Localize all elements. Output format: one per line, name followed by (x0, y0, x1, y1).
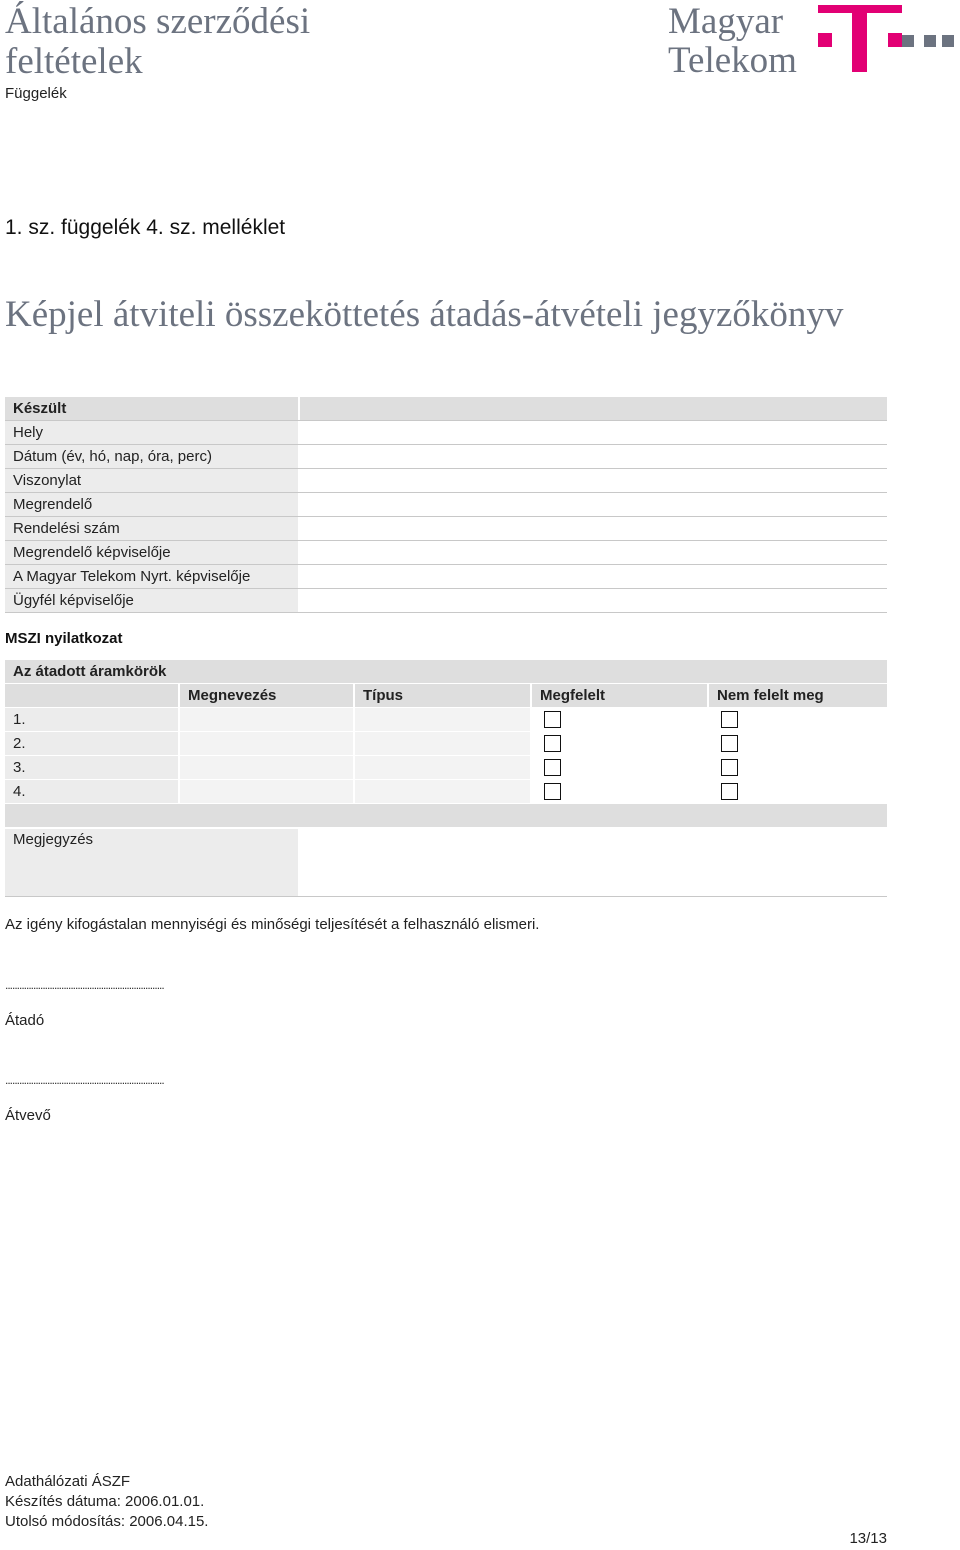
handover-label: Átadó (5, 1012, 45, 1029)
field-row-client-rep (5, 589, 887, 613)
place-field[interactable] (300, 421, 887, 444)
receiver-label: Átvevő (5, 1107, 51, 1124)
telekom-rep-field[interactable] (300, 565, 887, 588)
field-label: Dátum (év, hó, nap, óra, perc) (5, 445, 298, 468)
row-number: 1. (5, 708, 178, 731)
document-series-title (5, 2, 405, 82)
field-label: A Magyar Telekom Nyrt. képviselője (5, 565, 298, 588)
series-title-line-2: feltételek (5, 41, 143, 82)
failed-cell (709, 756, 887, 779)
field-row-place (5, 421, 887, 445)
field-label: Viszonylat (5, 469, 298, 492)
passed-cell (532, 780, 707, 803)
circuit-type-field[interactable] (355, 756, 530, 779)
failed-cell (709, 732, 887, 755)
row-number: 4. (5, 780, 178, 803)
field-row-customer (5, 493, 887, 517)
circuits-title: Az átadott áramkörök (5, 660, 887, 683)
protocol-details-table (5, 397, 887, 613)
failed-checkbox[interactable] (721, 735, 738, 752)
customer-rep-field[interactable] (300, 541, 887, 564)
passed-checkbox[interactable] (544, 759, 561, 776)
acceptance-statement: Az igény kifogástalan mennyiségi és minőségi teljesítését a felhasználó elismeri. (5, 916, 540, 933)
row-number: 3. (5, 756, 178, 779)
circuit-type-field[interactable] (355, 732, 530, 755)
footer-modified-date: Utolsó módosítás: 2006.04.15. (5, 1513, 209, 1530)
page-number: 13/13 (849, 1530, 887, 1547)
table-separator-row (5, 804, 887, 827)
notes-label: Megjegyzés (5, 829, 298, 896)
page-title: Képjel átviteli összeköttetés átadás-átvételi jegyzőkönyv (5, 294, 844, 335)
table-header-row (5, 397, 887, 421)
series-title-line-1: Általános szerződési (5, 1, 311, 42)
circuit-type-field[interactable] (355, 780, 530, 803)
failed-cell (709, 708, 887, 731)
passed-cell (532, 708, 707, 731)
notes-field[interactable] (300, 829, 887, 896)
field-label: Megrendelő képviselője (5, 541, 298, 564)
field-row-date (5, 445, 887, 469)
passed-checkbox[interactable] (544, 735, 561, 752)
circuit-name-field[interactable] (180, 756, 353, 779)
column-header-type: Típus (355, 684, 530, 707)
field-label: Rendelési szám (5, 517, 298, 540)
footer (5, 1472, 208, 1532)
passed-checkbox[interactable] (544, 711, 561, 728)
brand-name (668, 2, 797, 80)
row-number: 2. (5, 732, 178, 755)
circuit-type-field[interactable] (355, 708, 530, 731)
client-rep-field[interactable] (300, 589, 887, 612)
column-header-failed: Nem felelt meg (709, 684, 887, 707)
circuits-column-header-row (5, 684, 887, 708)
series-subtitle: Függelék (5, 85, 67, 102)
brand-name-line-1: Magyar (668, 1, 784, 42)
field-row-relation (5, 469, 887, 493)
field-label: Ügyfél képviselője (5, 589, 298, 612)
field-label: Hely (5, 421, 298, 444)
failed-cell (709, 780, 887, 803)
field-row-order-number (5, 517, 887, 541)
passed-cell (532, 732, 707, 755)
column-header-empty (5, 684, 178, 707)
field-row-customer-rep (5, 541, 887, 565)
passed-checkbox[interactable] (544, 783, 561, 800)
footer-doc-name: Adathálózati ÁSZF (5, 1473, 131, 1490)
handover-signature-line[interactable]: .................................................................... (5, 978, 164, 992)
order-number-field[interactable] (300, 517, 887, 540)
mszi-statement-label: MSZI nyilatkozat (5, 630, 123, 647)
divider (5, 896, 887, 897)
relation-field[interactable] (300, 469, 887, 492)
field-row-telekom-rep (5, 565, 887, 589)
annex-reference: 1. sz. függelék 4. sz. melléklet (5, 216, 286, 239)
footer-created-date: Készítés dátuma: 2006.01.01. (5, 1493, 205, 1510)
header-label: Készült (5, 397, 298, 420)
circuits-table (5, 660, 887, 804)
customer-field[interactable] (300, 493, 887, 516)
field-label: Megrendelő (5, 493, 298, 516)
column-header-passed: Megfelelt (532, 684, 707, 707)
date-field[interactable] (300, 445, 887, 468)
failed-checkbox[interactable] (721, 783, 738, 800)
table-row (5, 756, 887, 780)
failed-checkbox[interactable] (721, 759, 738, 776)
header-value (300, 397, 887, 420)
brand-name-line-2: Telekom (668, 40, 797, 81)
column-header-name: Megnevezés (180, 684, 353, 707)
circuit-name-field[interactable] (180, 708, 353, 731)
failed-checkbox[interactable] (721, 711, 738, 728)
circuits-title-row (5, 660, 887, 684)
telekom-t-logo-icon (818, 5, 958, 75)
table-row (5, 780, 887, 804)
circuit-name-field[interactable] (180, 780, 353, 803)
circuit-name-field[interactable] (180, 732, 353, 755)
passed-cell (532, 756, 707, 779)
receiver-signature-line[interactable]: .................................................................... (5, 1073, 164, 1087)
table-row (5, 732, 887, 756)
table-row (5, 708, 887, 732)
